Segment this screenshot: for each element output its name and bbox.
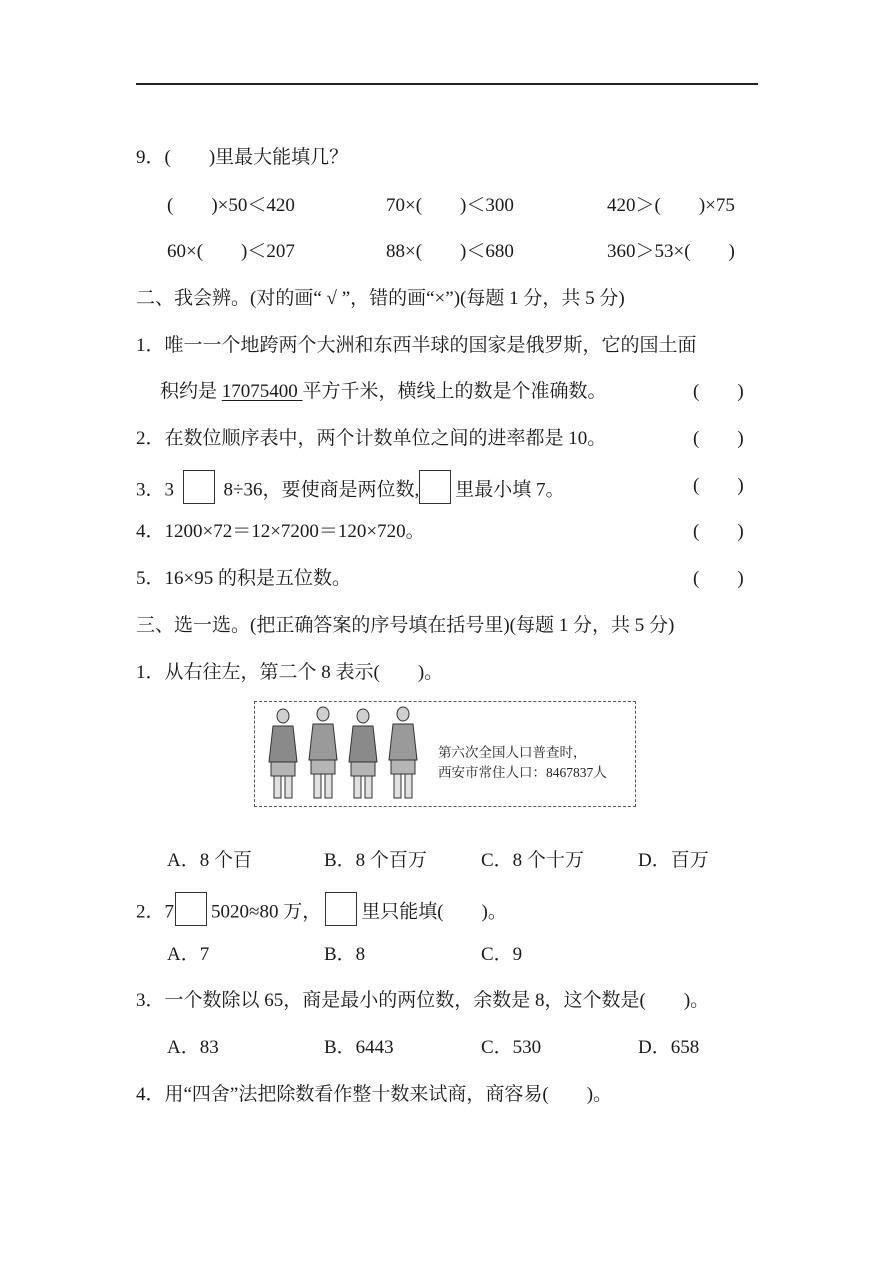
s3-q4-stem: 4．用“四舍”法把除数看作整十数来试商，商容易( )。 [136,1084,613,1105]
q9-expr-6: 360＞53×( ) [607,241,735,262]
s3-q1-option-b[interactable]: B．8 个百万 [324,850,427,871]
figure-caption-line-2: 西安市常住人口：8467837人 [438,765,607,780]
s3-q3-option-d[interactable]: D．658 [638,1037,700,1058]
blank-box[interactable] [175,892,207,926]
s3-q3-option-a[interactable]: A．83 [167,1037,219,1058]
s3-q2-option-b[interactable]: B．8 [324,944,366,965]
figure-caption [438,743,607,783]
s2-q1-line1: 1．唯一一个地跨两个大洲和东西半球的国家是俄罗斯，它的国土面 [136,335,697,356]
s2-q3-mid: 8÷36，要使商是两位数, [218,479,420,501]
s3-q1-option-d[interactable]: D．百万 [638,850,709,871]
s2-q5: 5．16×95 的积是五位数。 [136,568,351,589]
s3-q2-option-c[interactable]: C．9 [481,944,523,965]
s3-q3-stem: 3．一个数除以 65，商是最小的两位数，余数是 8，这个数是( )。 [136,990,710,1011]
s3-q1-stem: 1．从右往左，第二个 8 表示( )。 [136,662,444,683]
blank-box[interactable] [325,892,357,926]
blank-box[interactable] [419,470,451,504]
terracotta-warriors-illustration [261,704,437,804]
s3-q3-option-c[interactable]: C．530 [481,1037,542,1058]
s2-q4: 4．1200×72＝12×7200＝120×720。 [136,521,425,542]
q9-expr-1: ( )×50＜420 [167,195,295,216]
q9-expr-3: 420＞( )×75 [607,195,735,216]
s2-q1-line2-pre: 积约是 [160,381,222,402]
s3-q3-option-b[interactable]: B．6443 [324,1037,394,1058]
section2-heading: 二、我会辨。(对的画“ √ ”，错的画“×”)(每题 1 分，共 5 分) [136,288,625,309]
s3-q2-option-a[interactable]: A．7 [167,944,210,965]
s3-q2-mid: 5020≈80 万， [211,901,322,923]
q9-title: 9．( )里最大能填几？ [136,147,349,168]
top-rule [136,83,758,85]
s2-q1-answer-slot[interactable]: ( ) [693,381,744,402]
q9-expr-2: 70×( )＜300 [386,195,514,216]
s2-q5-answer-slot[interactable]: ( ) [693,568,744,589]
s2-q2: 2．在数位顺序表中，两个计数单位之间的进率都是 10。 [136,428,607,449]
q9-expr-4: 60×( )＜207 [167,241,295,262]
s3-q2-post: 里只能填( )。 [361,901,507,923]
s2-q3 [136,474,564,508]
s2-q1-line2 [160,380,607,404]
s3-q2-stem [136,896,507,930]
s2-q1-line2-post: 平方千米，横线上的数是个准确数。 [302,381,607,402]
section3-heading: 三、选一选。(把正确答案的序号填在括号里)(每题 1 分，共 5 分) [136,615,675,636]
s2-q3-post: 里最小填 7。 [455,479,565,501]
q9-expr-5: 88×( )＜680 [386,241,514,262]
figure-caption-line-1: 第六次全国人口普查时， [438,745,587,760]
terracotta-figure [254,701,636,807]
s3-q1-option-c[interactable]: C．8 个十万 [481,850,584,871]
s2-q3-answer-slot[interactable]: ( ) [693,475,744,496]
underlined-number: 17075400 [221,381,303,402]
blank-box[interactable] [183,470,215,504]
s3-q2-pre: 2．7 [136,901,175,923]
s2-q4-answer-slot[interactable]: ( ) [693,521,744,542]
s3-q1-option-a[interactable]: A．8 个百 [167,850,252,871]
s2-q2-answer-slot[interactable]: ( ) [693,428,744,449]
s2-q3-pre: 3．3 [136,479,179,501]
